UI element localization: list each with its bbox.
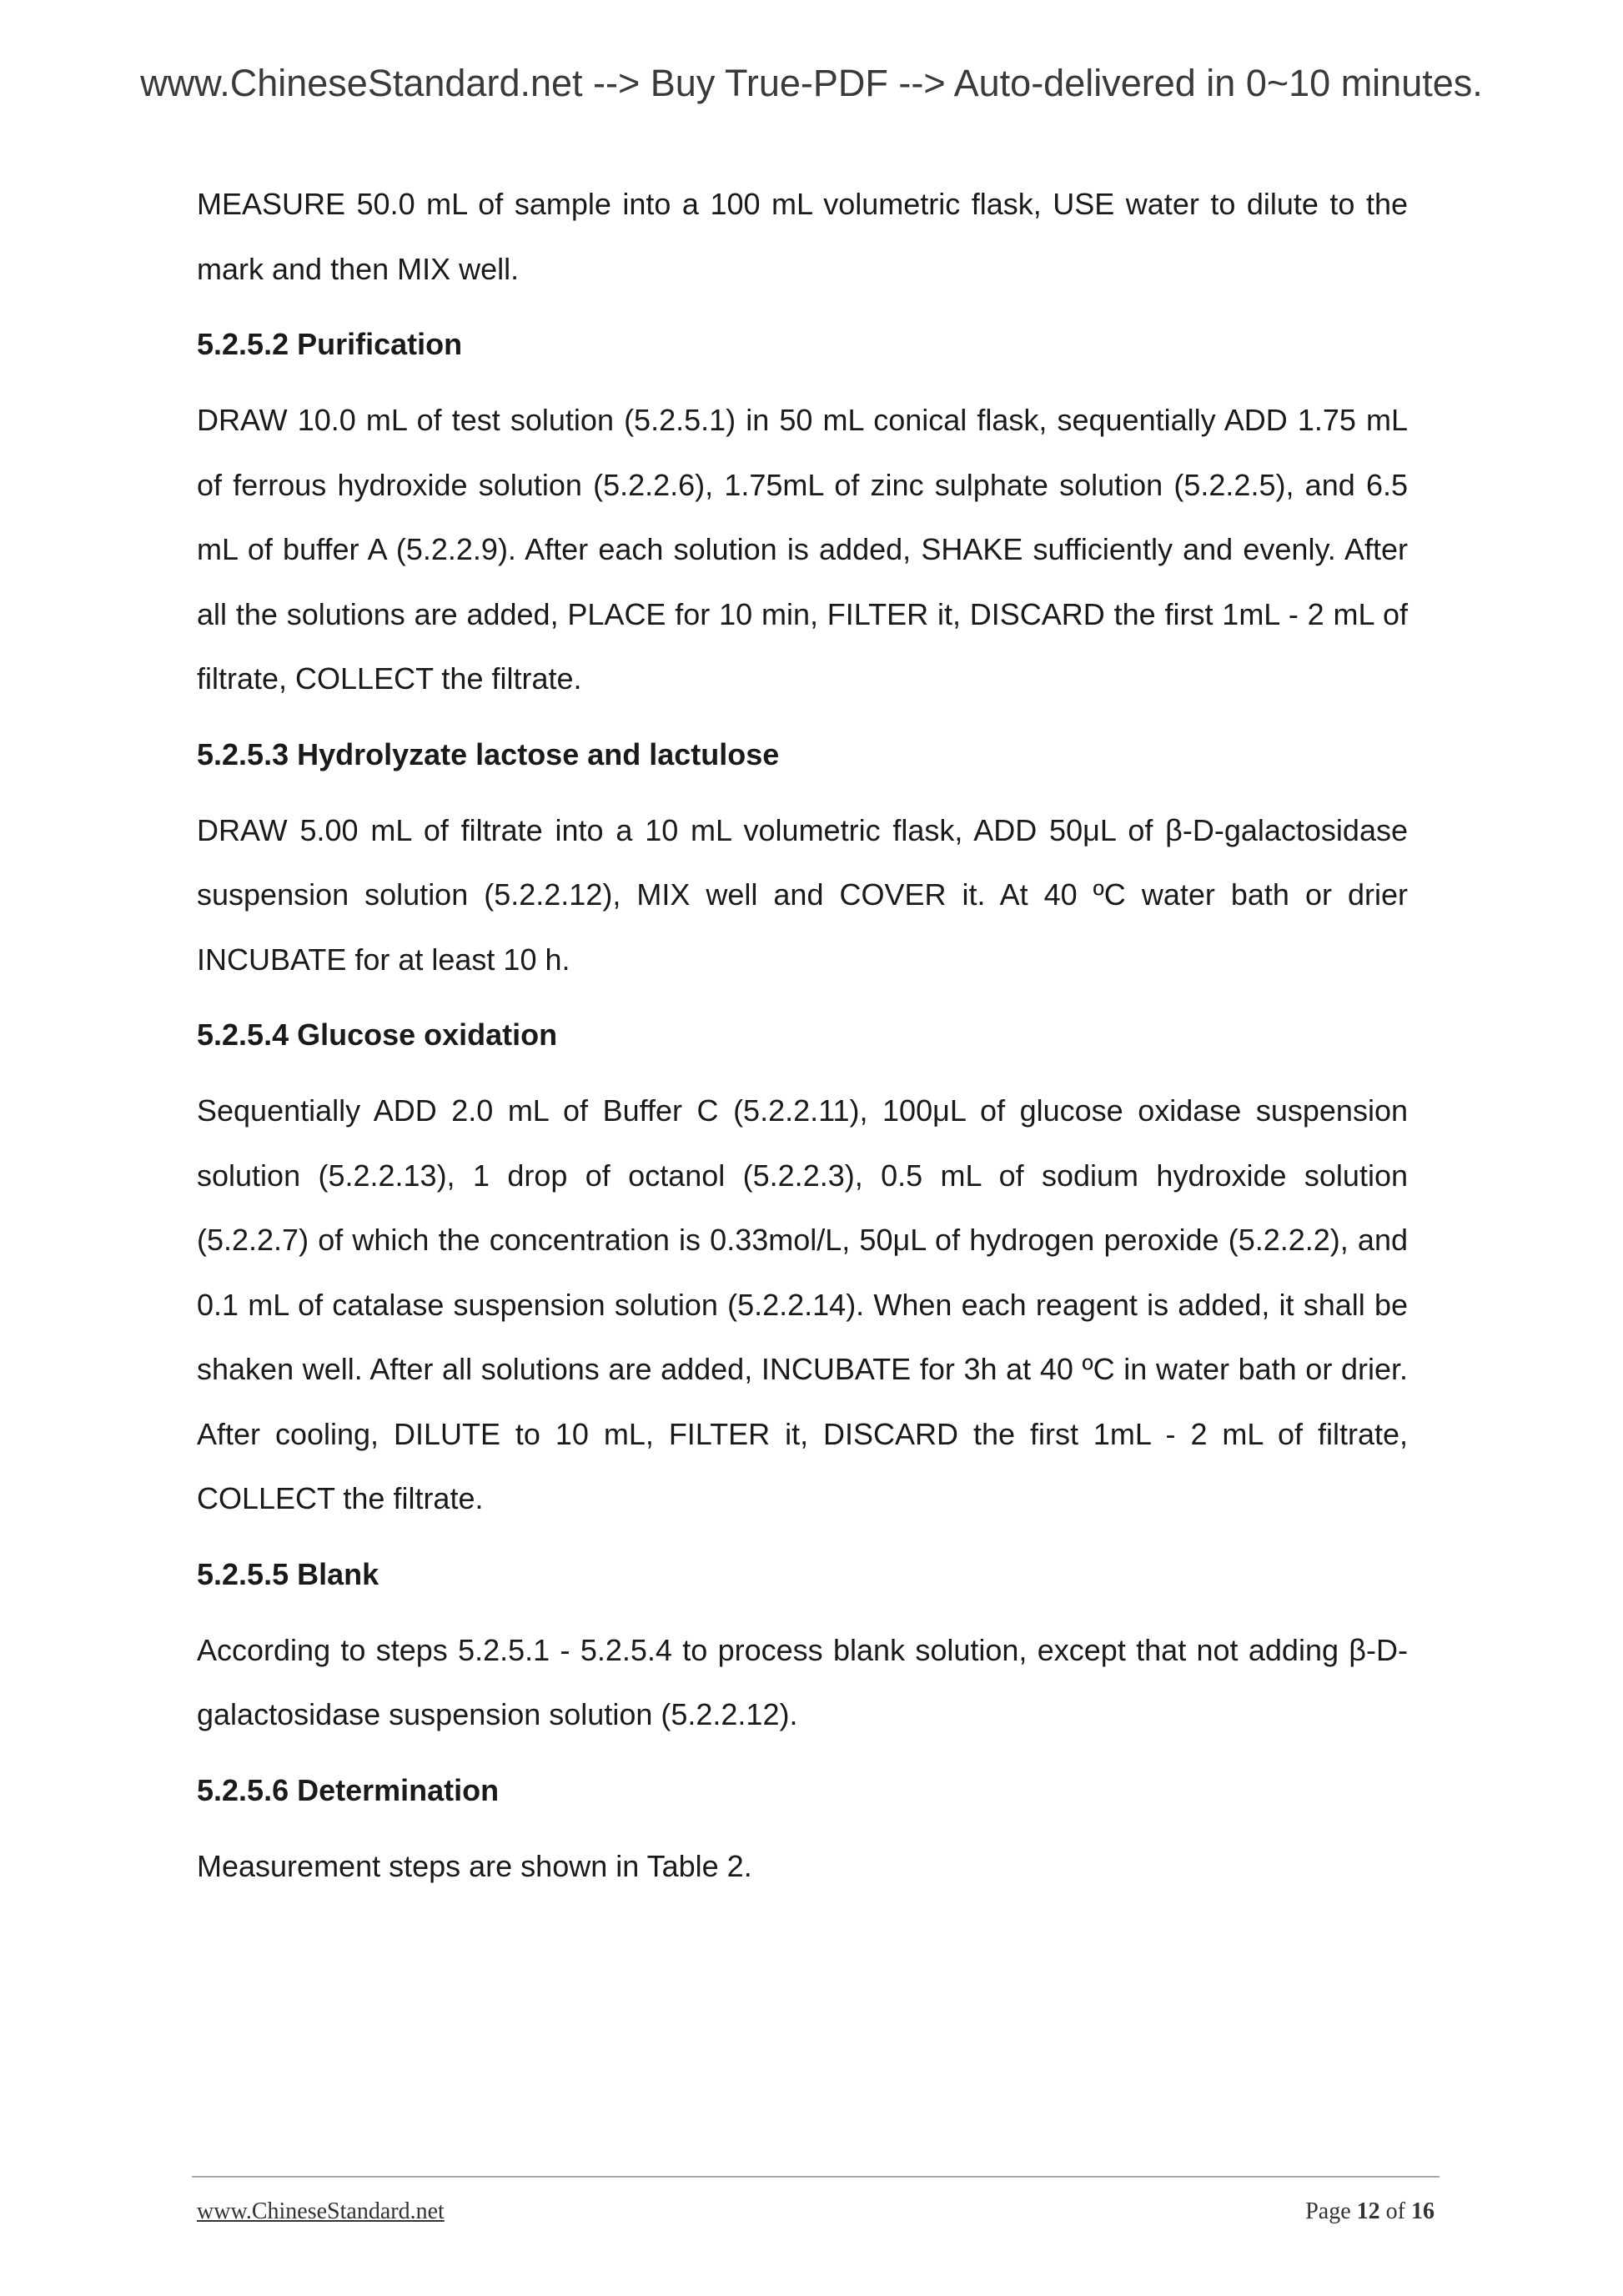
paragraph-blank: According to steps 5.2.5.1 - 5.2.5.4 to process blank solution, except that not adding β-D-galactosidase suspension solution (5.2.2.12).: [197, 1632, 1408, 1731]
page-number: [1305, 2198, 1435, 2225]
paragraph-glucose-oxidation: Sequentially ADD 2.0 mL of Buffer C (5.2.2.11), 100μL of glucose oxidase suspension solution (5.2.2.13), 1 drop of octanol (5.2.2.3), 0.5 mL of sodium hydroxide solution (5.2.2.7) of which the concentration is 0.33mol/L, 50μL of hydrogen peroxide (5.2.2.2), and 0.1 mL of catalase suspension solution (5.2.2.14). When each reagent is added, it shall be shaken well. After all solutions are added, INCUBATE for 3h at 40 ºC in water bath or drier. After cooling, DILUTE to 10 mL, FILTER it, DISCARD the first 1mL - 2 mL of filtrate, COLLECT the filtrate.: [197, 1093, 1408, 1515]
page-of: of: [1385, 2198, 1405, 2224]
section-heading-5-2-5-2: 5.2.5.2 Purification: [197, 327, 463, 361]
footer-divider: [192, 2176, 1440, 2178]
footer-link[interactable]: www.ChineseStandard.net: [197, 2198, 445, 2224]
paragraph-sample-dilution: MEASURE 50.0 mL of sample into a 100 mL volumetric flask, USE water to dilute to the mark and then MIX well.: [197, 187, 1408, 286]
paragraph-purification: DRAW 10.0 mL of test solution (5.2.5.1) in 50 mL conical flask, sequentially ADD 1.75 mL of ferrous hydroxide solution (5.2.2.6), 1.75mL of zinc sulphate solution (5.2.2.5), and 6.5 mL of buffer A (5.2.2.9). After each solution is added, SHAKE sufficiently and evenly. After all the solutions are added, PLACE for 10 min, FILTER it, DISCARD the first 1mL - 2 mL of filtrate, COLLECT the filtrate.: [197, 403, 1408, 696]
header-banner[interactable]: www.ChineseStandard.net --> Buy True-PDF --> Auto-delivered in 0~10 minutes.: [140, 62, 1483, 104]
paragraph-determination: Measurement steps are shown in Table 2.: [197, 1848, 752, 1883]
document-body: [197, 172, 1408, 1920]
section-heading-5-2-5-3: 5.2.5.3 Hydrolyzate lactose and lactulose: [197, 736, 780, 771]
page-current: 12: [1356, 2198, 1380, 2224]
page-prefix: Page: [1305, 2198, 1351, 2224]
section-heading-5-2-5-5: 5.2.5.5 Blank: [197, 1556, 379, 1591]
page-total: 16: [1411, 2198, 1435, 2224]
paragraph-hydrolyzate: DRAW 5.00 mL of filtrate into a 10 mL volumetric flask, ADD 50μL of β-D-galactosidase suspension solution (5.2.2.12), MIX well and COVER it. At 40 ºC water bath or drier INCUBATE for at least 10 h.: [197, 812, 1408, 977]
section-heading-5-2-5-6: 5.2.5.6 Determination: [197, 1772, 500, 1807]
section-heading-5-2-5-4: 5.2.5.4 Glucose oxidation: [197, 1017, 558, 1052]
